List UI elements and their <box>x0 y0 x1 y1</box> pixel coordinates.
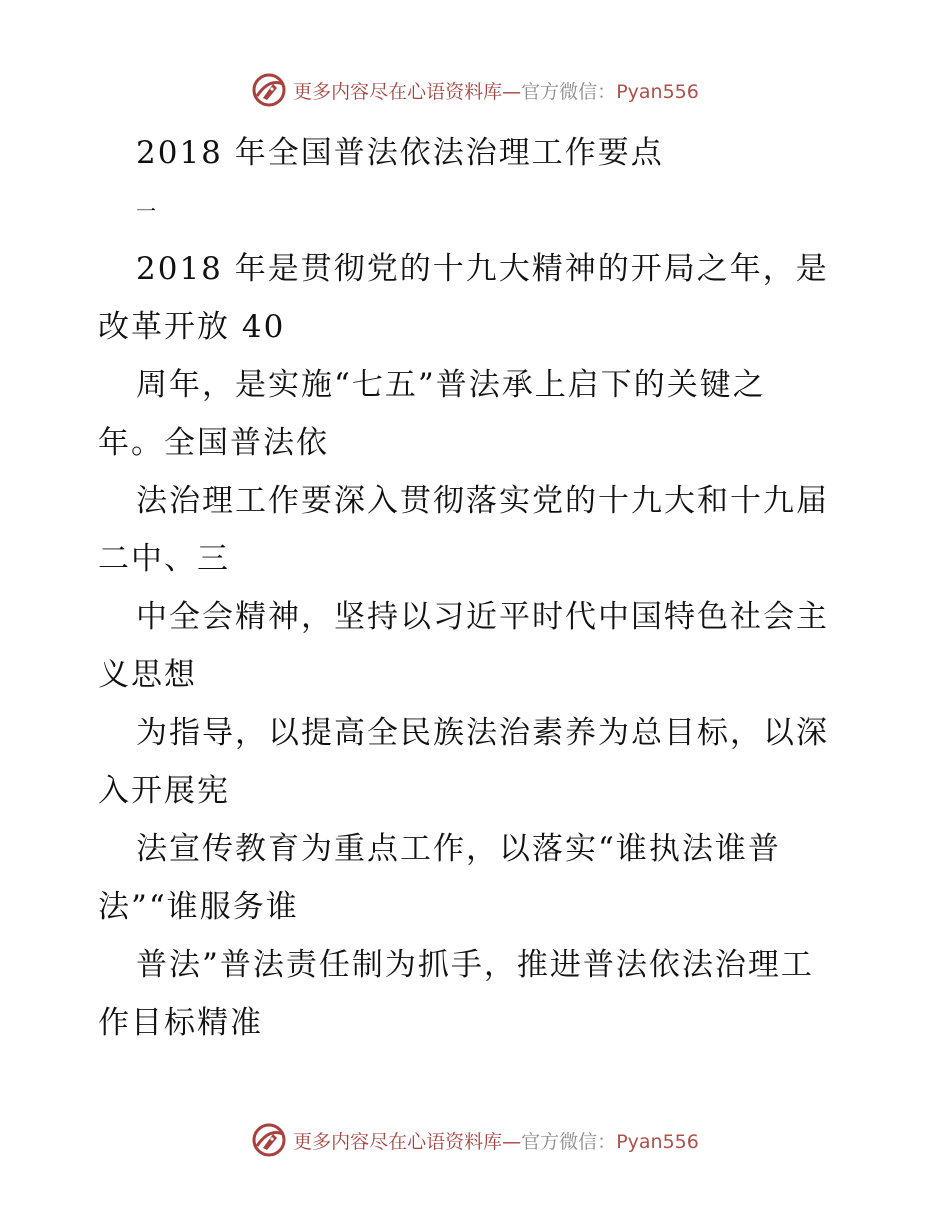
paragraph-line: 改革开放 40 <box>98 309 286 345</box>
paragraph-line: 普法”普法责任制为抓手，推进普法依法治理工 <box>136 947 814 983</box>
banner-main-text: 更多内容尽在心语资料库 <box>293 80 503 103</box>
banner-main-text: 更多内容尽在心语资料库 <box>293 1130 503 1153</box>
banner-wechat-label: 官方微信： <box>521 1130 617 1153</box>
paragraph-line: 年。全国普法依 <box>98 425 329 461</box>
document-title: 2018 年全国普法依法治理工作要点 <box>136 135 664 171</box>
banner-dash: — <box>502 80 522 103</box>
section-mark: 一 <box>136 199 158 223</box>
paragraph-line: 二中、三 <box>98 541 230 577</box>
banner-inner <box>251 72 699 108</box>
paragraph-line: 法治理工作要深入贯彻落实党的十九大和十九届 <box>136 483 829 519</box>
paragraph-line: 作目标精准 <box>98 1005 263 1041</box>
paragraph-line: 中全会精神，坚持以习近平时代中国特色社会主 <box>136 599 829 635</box>
paragraph-line: 法宣传教育为重点工作，以落实“谁执法谁普 <box>136 831 781 867</box>
paragraph-line: 法”“谁服务谁 <box>98 889 299 925</box>
footer-banner <box>0 1120 950 1160</box>
banner-text <box>293 1127 699 1154</box>
paragraph-line: 2018 年是贯彻党的十九大精神的开局之年，是 <box>136 251 829 287</box>
paragraph-line: 周年，是实施“七五”普法承上启下的关键之 <box>136 367 766 403</box>
banner-wechat-label: 官方微信： <box>521 80 617 103</box>
paragraph-line: 义思想 <box>98 657 197 693</box>
banner-text <box>293 77 699 104</box>
paragraph-line: 入开展宪 <box>98 773 230 809</box>
banner-account: Pyan556 <box>616 1130 699 1153</box>
document-body <box>98 124 858 1052</box>
pen-nib-logo-icon <box>251 1122 287 1158</box>
banner-inner <box>251 1122 699 1158</box>
banner-account: Pyan556 <box>616 80 699 103</box>
pen-nib-logo-icon <box>251 72 287 108</box>
header-banner <box>0 70 950 110</box>
paragraph-line: 为指导，以提高全民族法治素养为总目标，以深 <box>136 715 829 751</box>
banner-dash: — <box>502 1130 522 1153</box>
